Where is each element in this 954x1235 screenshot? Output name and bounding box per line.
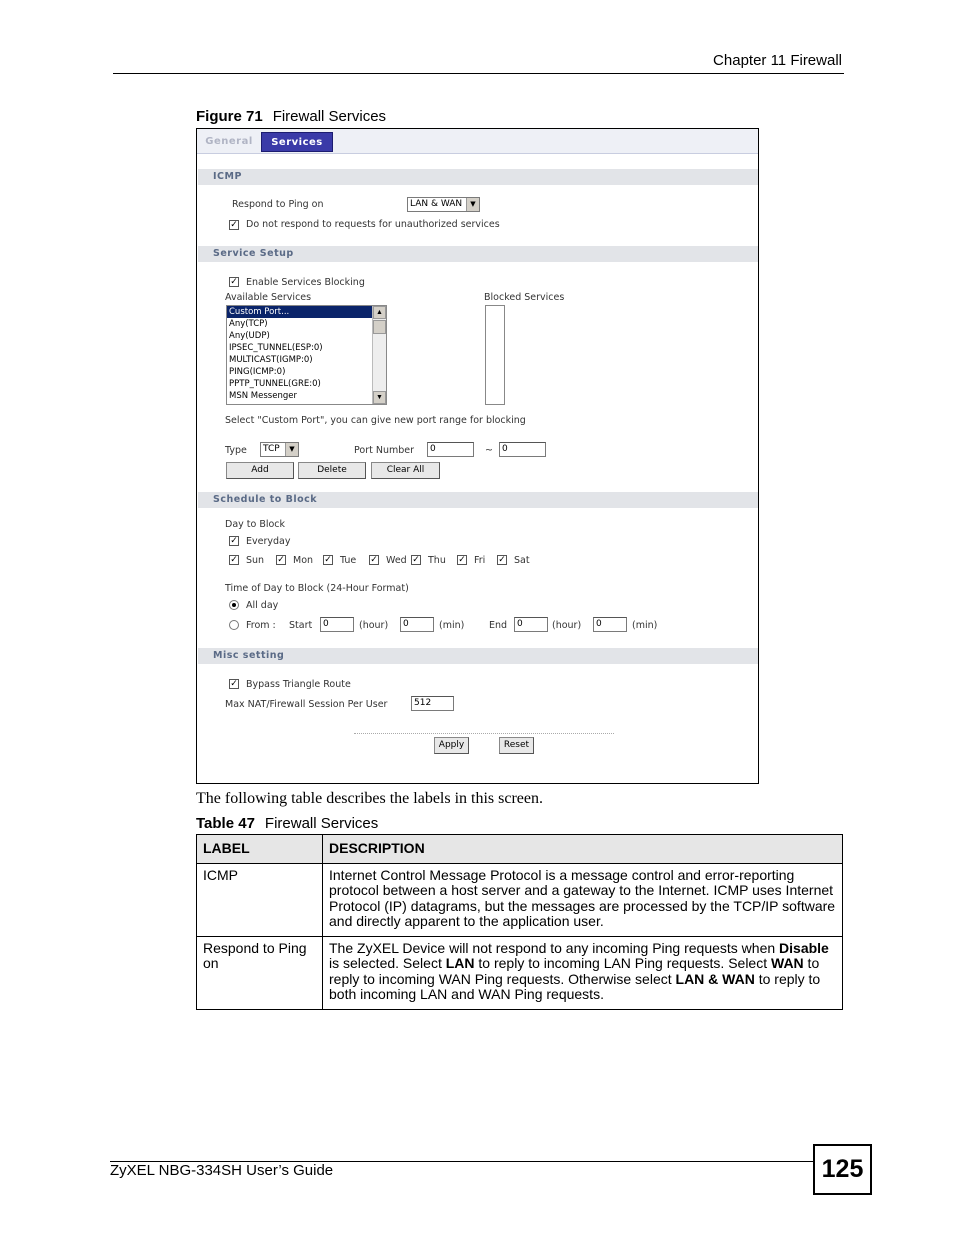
no-respond-checkbox[interactable]: ✓	[230, 220, 238, 230]
list-item[interactable]: Any(TCP)	[229, 319, 268, 329]
list-item[interactable]: MULTICAST(IGMP:0)	[229, 355, 313, 365]
day-to-block-label: Day to Block	[225, 519, 286, 530]
misc-heading: Misc setting	[198, 648, 758, 664]
respond-select-value: LAN & WAN	[410, 199, 463, 209]
blocked-services-label: Blocked Services	[484, 292, 565, 303]
chevron-down-icon: ▼	[466, 198, 479, 211]
max-session-label: Max NAT/Firewall Session Per User	[225, 699, 388, 710]
row-label: ICMP	[197, 863, 323, 936]
sat-checkbox[interactable]: ✓	[498, 555, 506, 565]
mon-checkbox[interactable]: ✓	[277, 555, 285, 565]
sun-label: Sun	[246, 555, 265, 566]
list-item[interactable]: PPTP_TUNNEL(GRE:0)	[229, 379, 321, 389]
start-min-unit: (min)	[439, 620, 465, 631]
scroll-thumb[interactable]	[373, 320, 386, 334]
row-description: Internet Control Message Protocol is a message control and error-reporting protocol between a host server and a gateway to the Internet. ICMP uses Internet Protocol (IP) datagrams, but the messages are processed by the TCP/IP software and directly apparent to the application user.	[323, 863, 843, 936]
available-services-label: Available Services	[225, 292, 312, 303]
row-description	[323, 936, 843, 1009]
wed-checkbox[interactable]: ✓	[370, 555, 378, 565]
from-label: From :	[246, 620, 276, 631]
figure-caption	[196, 108, 386, 125]
start-label: Start	[289, 620, 313, 631]
end-min-input[interactable]: 0	[593, 617, 627, 632]
list-item[interactable]: MSN Messenger	[229, 391, 297, 401]
end-min-unit: (min)	[632, 620, 658, 631]
fri-label: Fri	[474, 555, 486, 566]
table-caption	[196, 815, 378, 832]
bypass-checkbox[interactable]: ✓	[230, 679, 238, 689]
table-row	[197, 936, 843, 1009]
enable-blocking-checkbox[interactable]: ✓	[230, 277, 238, 287]
type-select[interactable]	[260, 442, 299, 457]
thu-label: Thu	[428, 555, 446, 566]
type-select-value: TCP	[263, 444, 280, 454]
list-item[interactable]: Any(UDP)	[229, 331, 270, 341]
respond-select[interactable]	[407, 197, 480, 212]
chevron-down-icon: ▼	[285, 443, 298, 456]
port-number-label: Port Number	[354, 445, 415, 456]
row-label: Respond to Ping on	[197, 936, 323, 1009]
list-item[interactable]: Custom Port...	[227, 306, 386, 318]
tab-general[interactable]: General	[205, 136, 253, 147]
tab-bar	[197, 129, 758, 154]
port-to-input[interactable]: 0	[499, 442, 546, 457]
delete-button[interactable]: Delete	[298, 462, 366, 479]
port-range-tilde: ~	[485, 445, 493, 456]
figure-label: Figure 71	[196, 108, 263, 125]
list-item[interactable]: PING(ICMP:0)	[229, 367, 286, 377]
scroll-up-icon[interactable]: ▲	[373, 306, 386, 319]
wed-label: Wed	[386, 555, 407, 566]
table-row	[197, 863, 843, 936]
custom-port-note: Select "Custom Port", you can give new port range for blocking	[225, 415, 526, 426]
bold-run: Disable	[779, 939, 829, 956]
page-number: 125	[813, 1144, 872, 1195]
time-of-day-label: Time of Day to Block (24-Hour Format)	[225, 583, 409, 594]
list-scrollbar[interactable]	[372, 306, 386, 404]
blocked-services-list[interactable]	[485, 305, 505, 405]
table-header-row	[197, 835, 843, 864]
bypass-label: Bypass Triangle Route	[246, 679, 351, 690]
reset-button[interactable]: Reset	[499, 737, 534, 754]
header-rule	[113, 73, 844, 74]
scroll-down-icon[interactable]: ▼	[373, 391, 386, 404]
intro-paragraph: The following table describes the labels in this screen.	[196, 790, 544, 807]
chapter-header: Chapter 11 Firewall	[713, 52, 842, 69]
text-run: The ZyXEL Device will not respond to any incoming Ping requests when	[329, 939, 780, 956]
bold-run: LAN	[445, 955, 475, 971]
bold-run: LAN & WAN	[675, 970, 755, 987]
bold-run: WAN	[771, 955, 804, 971]
max-session-input[interactable]: 512	[411, 696, 454, 711]
no-respond-label: Do not respond to requests for unauthorized services	[246, 219, 500, 230]
respond-label: Respond to Ping on	[232, 199, 324, 210]
schedule-heading: Schedule to Block	[198, 492, 758, 508]
apply-button[interactable]: Apply	[434, 737, 469, 754]
table-title: Firewall Services	[264, 815, 379, 832]
tab-services[interactable]: Services	[261, 132, 333, 152]
end-label: End	[489, 620, 508, 631]
text-run: to reply to both incoming LAN and WAN Ping requests.	[329, 970, 821, 1002]
end-hour-unit: (hour)	[552, 620, 582, 631]
all-day-radio[interactable]	[229, 600, 239, 610]
clear-all-button[interactable]: Clear All	[371, 462, 440, 479]
tue-checkbox[interactable]: ✓	[324, 555, 332, 565]
firewall-screenshot	[196, 128, 759, 784]
icmp-heading: ICMP	[198, 169, 758, 185]
header-description: DESCRIPTION	[323, 835, 843, 864]
service-setup-heading: Service Setup	[198, 246, 758, 262]
guide-title: ZyXEL NBG-334SH User’s Guide	[110, 1162, 334, 1179]
header-label: LABEL	[197, 835, 323, 864]
everyday-label: Everyday	[246, 536, 291, 547]
start-hour-unit: (hour)	[359, 620, 389, 631]
table-label: Table 47	[196, 815, 255, 832]
text-run: to reply to incoming LAN Ping requests. Select	[474, 955, 771, 971]
tue-label: Tue	[340, 555, 357, 566]
thu-checkbox[interactable]: ✓	[412, 555, 420, 565]
text-run: to reply to incoming WAN Ping requests. Otherwise select	[329, 955, 820, 987]
sat-label: Sat	[514, 555, 530, 566]
from-radio[interactable]	[229, 620, 239, 630]
port-from-input[interactable]: 0	[427, 442, 474, 457]
everyday-checkbox[interactable]: ✓	[230, 536, 238, 546]
type-label: Type	[225, 445, 247, 456]
start-min-input[interactable]: 0	[400, 617, 434, 632]
enable-blocking-label: Enable Services Blocking	[246, 277, 365, 288]
text-run: is selected. Select	[329, 955, 446, 971]
list-item[interactable]: IPSEC_TUNNEL(ESP:0)	[229, 343, 323, 353]
divider	[354, 733, 614, 734]
sun-checkbox[interactable]: ✓	[230, 555, 238, 565]
description-table	[196, 834, 843, 1010]
figure-title: Firewall Services	[272, 108, 387, 125]
add-button[interactable]: Add	[226, 462, 294, 479]
end-hour-input[interactable]: 0	[514, 617, 548, 632]
fri-checkbox[interactable]: ✓	[458, 555, 466, 565]
available-services-list[interactable]	[226, 305, 387, 405]
mon-label: Mon	[293, 555, 314, 566]
all-day-label: All day	[246, 600, 279, 611]
start-hour-input[interactable]: 0	[320, 617, 354, 632]
